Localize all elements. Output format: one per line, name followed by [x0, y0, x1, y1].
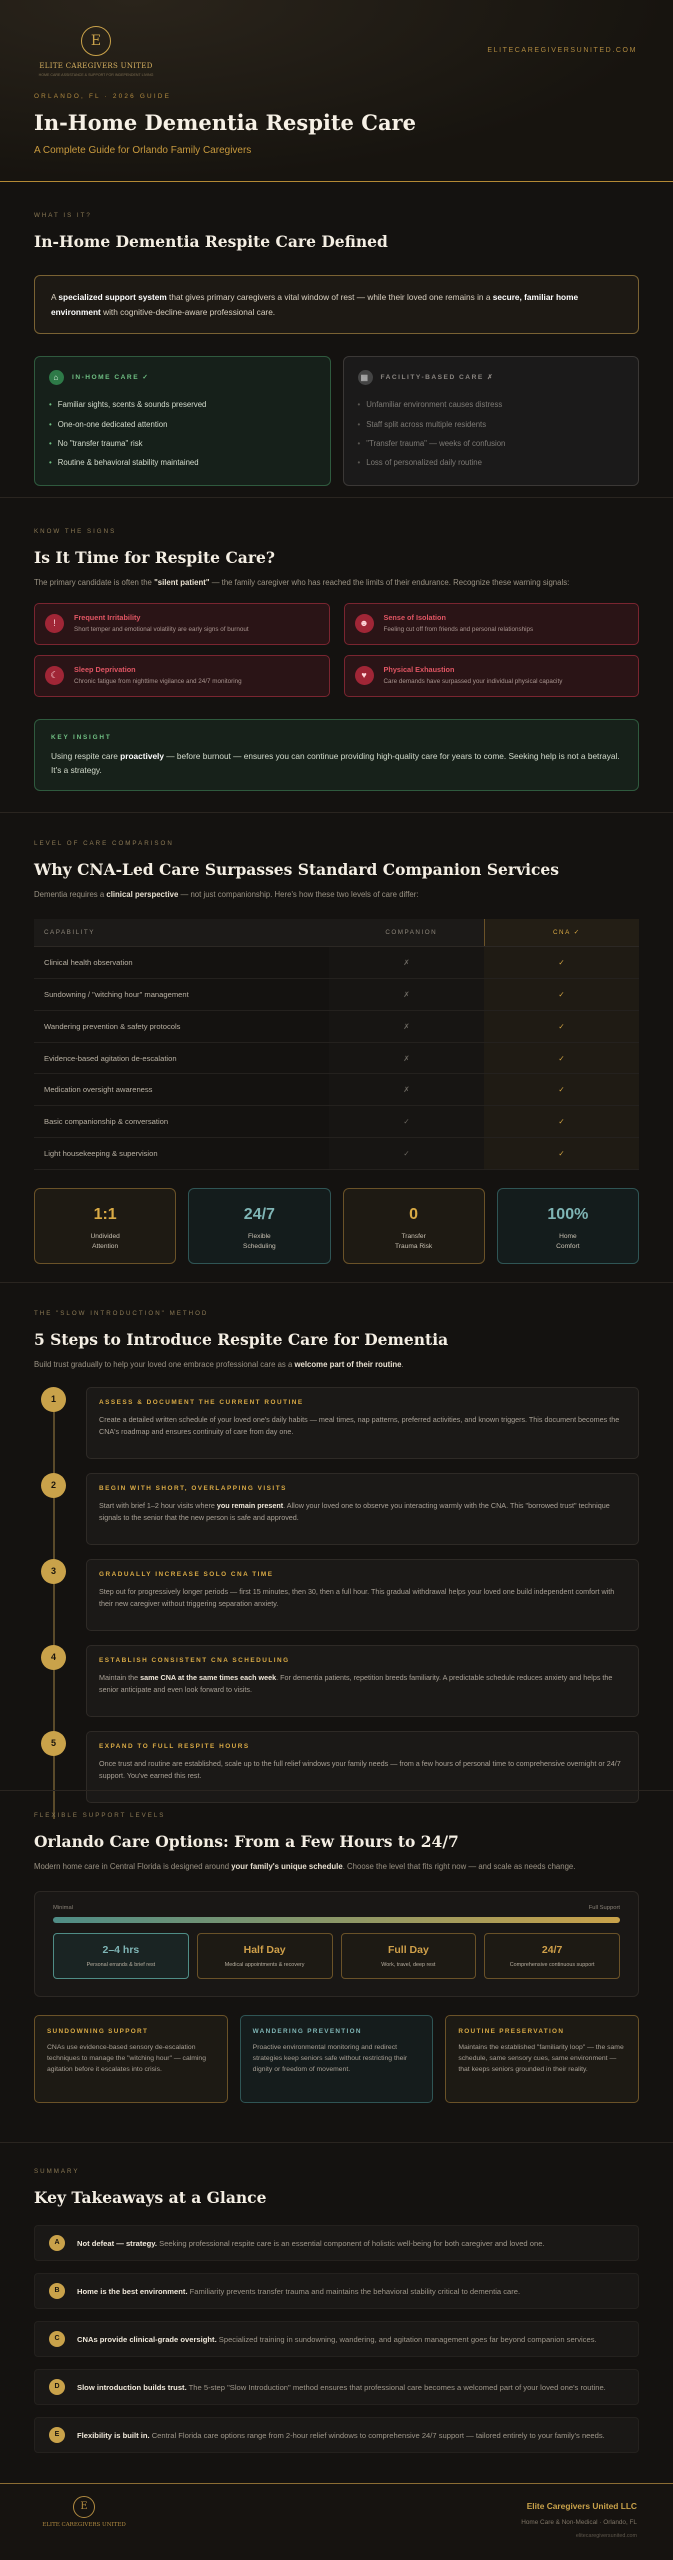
cna-cell: ✓	[484, 1138, 639, 1170]
card-title: FACILITY-BASED CARE ✗	[380, 374, 495, 382]
stat-label	[35, 1232, 175, 1252]
definition-quote	[34, 275, 639, 334]
support-level-option[interactable]	[197, 1933, 333, 1979]
step-desc	[99, 1672, 626, 1696]
sign-title: Physical Exhaustion	[383, 664, 455, 674]
companion-cell: ✓	[329, 1106, 484, 1138]
bullet-icon: •	[357, 439, 361, 449]
stat-label-line: Flexible	[248, 1233, 271, 1241]
warning-icon: ☻	[355, 614, 374, 633]
support-desc: Maintains the established "familiarity loop" — the same schedule, same sensory cues, same environment — that keeps seniors grounded in their reality.	[458, 2044, 624, 2074]
quote-text: with cognitive-decline-aware professional care.	[100, 306, 276, 317]
key-insight-box	[34, 719, 639, 791]
benefit-item	[49, 415, 316, 434]
takeaway-badge: E	[49, 2427, 65, 2443]
drawback-item	[358, 395, 625, 414]
support-title: SUNDOWNING SUPPORT	[47, 2027, 149, 2035]
step-item	[34, 1559, 639, 1631]
step-title: ESTABLISH CONSISTENT CNA SCHEDULING	[99, 1656, 290, 1664]
takeaway-row	[34, 2225, 639, 2261]
item-text: Familiar sights, scents & sounds preserved	[57, 400, 207, 410]
step-text: Create a detailed written schedule of your loved one's daily habits — meal times, nap patterns, preferred activities, and known triggers. This document becomes the CNA's roadmap and ensures continuity of care from day one.	[99, 1415, 620, 1437]
step-text: . Allow your loved one to observe you interacting warmly with the CNA. This "borrowed trust" technique signals to the senior that the new person is safe and approved.	[99, 1501, 610, 1523]
support-desc: CNAs use evidence-based sensory de-escalation techniques to manage the "witching hour" — calming agitation before it escalates into crisis.	[47, 2044, 206, 2074]
table-row	[34, 1042, 639, 1074]
cna-cell: ✓	[484, 1106, 639, 1138]
stat-label	[498, 1232, 638, 1252]
page-title: In-Home Dementia Respite Care	[34, 110, 416, 135]
site-url-link[interactable]: ELITECAREGIVERSUNITED.COM	[487, 47, 637, 54]
step-number-badge: 1	[41, 1387, 66, 1412]
section-title: 5 Steps to Introduce Respite Care for Dementia	[34, 1329, 449, 1349]
support-desc: Proactive environmental monitoring and redirect strategies keep seniors safe without restricting their dignity or freedom of movement.	[252, 2044, 408, 2074]
section-kicker: SUMMARY	[34, 2168, 80, 2175]
quote-text: that gives primary caregivers a vital window of rest — while their loved one remains in a	[166, 292, 493, 303]
insight-bold: proactively	[120, 751, 164, 762]
warning-icon: ♥	[355, 666, 374, 685]
sign-title: Frequent Irritability	[74, 612, 141, 622]
stat-label-line: Transfer	[401, 1233, 426, 1241]
section-kicker: LEVEL OF CARE COMPARISON	[34, 840, 174, 847]
takeaway-desc: Familiarity prevents transfer trauma and maintains the behavioral stability critical to dementia care.	[187, 2286, 521, 2296]
support-level-option[interactable]	[53, 1933, 189, 1979]
option-label: Comprehensive continuous support	[509, 1962, 595, 1969]
insight-part: — before burnout — ensures you can continue providing high-quality care for years to come. Seeking help is not a betrayal. It's a strategy.	[51, 751, 620, 776]
stat-label	[344, 1232, 484, 1252]
stat-card	[188, 1188, 330, 1264]
sign-desc: Feeling cut off from friends and personal relationships	[383, 626, 534, 634]
hero-header	[0, 0, 673, 182]
care-comparison	[34, 356, 639, 486]
takeaway-title: CNAs provide clinical-grade oversight.	[77, 2334, 217, 2344]
stat-card	[34, 1188, 176, 1264]
capability-cell: Clinical health observation	[34, 947, 329, 979]
item-text: Loss of personalized daily routine	[366, 458, 482, 468]
home-icon: ⌂	[49, 370, 64, 385]
section-kicker: FLEXIBLE SUPPORT LEVELS	[34, 1812, 166, 1819]
slider-max-label: Full Support	[588, 1904, 620, 1911]
option-value: 2–4 hrs	[102, 1944, 140, 1957]
stat-value: 100%	[547, 1205, 589, 1223]
stat-label-line: Scheduling	[243, 1242, 276, 1250]
subtitle-text: .	[401, 1360, 404, 1370]
step-title: BEGIN WITH SHORT, OVERLAPPING VISITS	[99, 1484, 287, 1492]
takeaway-desc: Central Florida care options range from 2-hour relief windows to comprehensive 24/7 support — tailored entirely to your family's needs.	[149, 2430, 605, 2440]
item-text: One-on-one dedicated attention	[57, 419, 168, 429]
support-level-options	[53, 1933, 620, 1979]
footer-company: Elite Caregivers United LLC	[526, 2501, 637, 2511]
bullet-icon: •	[49, 400, 52, 410]
option-label: Personal errands & brief rest	[86, 1962, 156, 1969]
step-item	[34, 1645, 639, 1717]
table-row	[34, 979, 639, 1011]
stats-row	[34, 1188, 639, 1264]
companion-cell: ✗	[329, 1074, 484, 1106]
subtitle-bold: "silent patient"	[154, 578, 210, 588]
card-title: IN-HOME CARE ✓	[72, 374, 150, 382]
bullet-icon: •	[49, 439, 52, 449]
cna-cell: ✓	[484, 947, 639, 979]
bullet-icon: •	[357, 400, 361, 410]
benefit-item	[49, 395, 316, 414]
bullet-icon: •	[357, 419, 361, 429]
bullet-icon: •	[49, 419, 52, 429]
stat-label-line: Undivided	[90, 1233, 120, 1241]
table-row	[34, 1106, 639, 1138]
warning-sign-card	[344, 603, 640, 645]
table-row	[34, 1138, 639, 1170]
steps-timeline	[34, 1387, 639, 1803]
section-summary	[0, 2168, 673, 2465]
companion-cell: ✗	[329, 979, 484, 1011]
section-comparison	[0, 840, 673, 1264]
takeaway-title: Home is the best environment.	[77, 2286, 188, 2296]
warning-icon: ☾	[45, 666, 64, 685]
stat-label-line: Comfort	[556, 1242, 580, 1250]
takeaway-title: Slow introduction builds trust.	[77, 2382, 187, 2392]
takeaway-title: Not defeat — strategy.	[77, 2238, 158, 2248]
cna-cell: ✓	[484, 1074, 639, 1106]
section-title: Is It Time for Respite Care?	[34, 547, 275, 567]
footer-desc: Home Care & Non-Medical · Orlando, FL	[521, 2519, 637, 2527]
slider-track	[53, 1917, 620, 1923]
stat-label-line: Home	[559, 1233, 577, 1241]
item-text: No "transfer trauma" risk	[57, 439, 143, 449]
step-text: Step out for progressively longer periods — first 15 minutes, then 30, then a full hour. This gradual withdrawal helps your loved one build independent comfort with their new caregiver without triggering separation anxiety.	[99, 1587, 615, 1609]
companion-cell: ✓	[329, 1138, 484, 1170]
cna-cell: ✓	[484, 1010, 639, 1042]
subtitle-text: — not just companionship. Here's how these two levels of care differ:	[178, 890, 419, 900]
subtitle-text: . Choose the level that fits right now — and scale as needs change.	[342, 1862, 576, 1872]
takeaway-badge: A	[49, 2235, 65, 2251]
option-value: Full Day	[387, 1944, 429, 1957]
step-desc	[99, 1500, 626, 1524]
step-text: Start with brief 1–2 hour visits where	[99, 1501, 217, 1511]
quote-text: A	[51, 292, 59, 303]
building-icon: ▦	[358, 370, 373, 385]
companion-cell: ✗	[329, 1010, 484, 1042]
table-row	[34, 947, 639, 979]
step-card	[86, 1387, 639, 1459]
col-cna: CNA ✓	[484, 919, 639, 947]
sign-desc: Chronic fatigue from nighttime vigilance and 24/7 monitoring	[74, 678, 242, 686]
takeaway-desc: Specialized training in sundowning, wandering, and agitation management goes far beyond companion services.	[216, 2334, 597, 2344]
section-title: Key Takeaways at a Glance	[34, 2187, 267, 2207]
step-card	[86, 1473, 639, 1545]
support-cards	[34, 2015, 639, 2103]
item-text: Unfamiliar environment causes distress	[366, 400, 503, 410]
stat-value: 1:1	[93, 1205, 117, 1223]
page-subtitle: A Complete Guide for Orlando Family Caregivers	[34, 145, 252, 156]
step-title: ASSESS & DOCUMENT THE CURRENT ROUTINE	[99, 1398, 304, 1406]
stat-card	[497, 1188, 639, 1264]
drawback-item	[358, 434, 625, 453]
section-kicker: KNOW THE SIGNS	[34, 528, 117, 535]
support-level-option[interactable]	[484, 1933, 620, 1979]
drawback-item	[358, 453, 625, 472]
option-label: Medical appointments & recovery	[224, 1962, 305, 1969]
takeaways-list	[34, 2225, 639, 2453]
section-defined	[0, 212, 673, 486]
step-bold: you remain present	[216, 1501, 284, 1511]
facility-care-card	[343, 356, 640, 486]
support-title: ROUTINE PRESERVATION	[458, 2027, 565, 2035]
benefit-item	[49, 453, 316, 472]
support-title: WANDERING PREVENTION	[252, 2027, 362, 2035]
logo-name: ELITE CAREGIVERS UNITED	[39, 62, 153, 70]
step-text: Maintain the	[99, 1673, 141, 1683]
item-text: "Transfer trauma" — weeks of confusion	[366, 439, 506, 449]
takeaway-badge: C	[49, 2331, 65, 2347]
in-home-care-card	[34, 356, 331, 486]
takeaway-row	[34, 2417, 639, 2453]
table-row	[34, 1010, 639, 1042]
stat-label	[189, 1232, 329, 1252]
warning-sign-card	[344, 655, 640, 697]
capability-cell: Evidence-based agitation de-escalation	[34, 1042, 329, 1074]
hero-kicker: ORLANDO, FL · 2026 GUIDE	[34, 93, 172, 100]
option-value: Half Day	[243, 1944, 286, 1957]
warning-sign-card	[34, 603, 330, 645]
step-text: Once trust and routine are established, scale up to the full relief windows your family needs — from a few hours of personal time to comprehensive overnight or 24/7 support. You've earned this rest.	[99, 1759, 621, 1781]
takeaway-text	[77, 2334, 597, 2345]
section-title: Orlando Care Options: From a Few Hours to 24/7	[34, 1831, 459, 1851]
takeaway-row	[34, 2321, 639, 2357]
section-options	[0, 1812, 673, 2103]
cna-cell: ✓	[484, 979, 639, 1011]
takeaway-text	[77, 2430, 605, 2441]
step-bold: same CNA at the same times each week	[140, 1673, 277, 1683]
warning-sign-card	[34, 655, 330, 697]
bullet-icon: •	[357, 458, 361, 468]
col-capability: CAPABILITY	[34, 919, 329, 947]
item-text: Routine & behavioral stability maintained	[57, 458, 199, 468]
step-title: GRADUALLY INCREASE SOLO CNA TIME	[99, 1570, 274, 1578]
brand-logo[interactable]	[36, 26, 156, 78]
insight-kicker: KEY INSIGHT	[51, 733, 112, 741]
step-number-badge: 4	[41, 1645, 66, 1670]
subtitle-bold: your family's unique schedule	[231, 1862, 343, 1872]
subtitle-text: Modern home care in Central Florida is designed around	[34, 1862, 232, 1872]
warning-signs-grid	[34, 603, 639, 697]
capability-cell: Medication oversight awareness	[34, 1074, 329, 1106]
section-signs	[0, 528, 673, 791]
quote-bold: specialized support system	[58, 292, 167, 303]
insight-part: Using respite care	[51, 751, 121, 762]
subtitle-text: The primary candidate is often the	[34, 578, 155, 588]
subtitle-text: — the family caregiver who has reached the limits of their endurance. Recognize these warning signals:	[209, 578, 570, 588]
section-subtitle	[34, 1861, 639, 1872]
footer-url-link[interactable]: elitecaregiversunited.com	[575, 2533, 637, 2540]
support-card	[445, 2015, 639, 2103]
step-number-badge: 3	[41, 1559, 66, 1584]
quote-bold: secure, familiar home environment	[51, 292, 579, 317]
stat-label-line: Trauma Risk	[395, 1242, 433, 1250]
capability-cell: Basic companionship & conversation	[34, 1106, 329, 1138]
capability-cell: Wandering prevention & safety protocols	[34, 1010, 329, 1042]
sign-desc: Short temper and emotional volatility are early signs of burnout	[74, 626, 249, 634]
logo-tagline: HOME CARE ASSISTANCE & SUPPORT FOR INDEPENDENT LIVING	[38, 73, 154, 78]
section-subtitle	[34, 577, 639, 588]
section-subtitle	[34, 1359, 639, 1370]
capability-cell: Sundowning / "witching hour" management	[34, 979, 329, 1011]
section-kicker: WHAT IS IT?	[34, 212, 92, 219]
section-title: In-Home Dementia Respite Care Defined	[34, 231, 388, 251]
benefit-item	[49, 434, 316, 453]
stat-card	[343, 1188, 485, 1264]
takeaway-row	[34, 2369, 639, 2405]
logo-mark-icon: E	[73, 2496, 95, 2518]
step-card	[86, 1731, 639, 1803]
sign-desc: Care demands have surpassed your individual physical capacity	[383, 678, 563, 686]
takeaway-desc: Seeking professional respite care is an essential component of holistic well-being for both caregiver and loved one.	[157, 2238, 545, 2248]
section-kicker: THE "SLOW INTRODUCTION" METHOD	[34, 1310, 209, 1317]
takeaway-text	[77, 2286, 520, 2297]
sign-title: Sense of Isolation	[383, 612, 446, 622]
section-steps	[0, 1310, 673, 1817]
col-companion: COMPANION	[329, 919, 484, 947]
item-text: Staff split across multiple residents	[366, 419, 487, 429]
step-desc	[99, 1586, 626, 1610]
capability-cell: Light housekeeping & supervision	[34, 1138, 329, 1170]
companion-cell: ✗	[329, 947, 484, 979]
support-level-option[interactable]	[341, 1933, 477, 1979]
care-comparison-table	[34, 919, 639, 1170]
support-card	[34, 2015, 228, 2103]
footer-logo-name: ELITE CAREGIVERS UNITED	[42, 2522, 126, 2528]
facility-drawbacks-list	[358, 395, 625, 472]
companion-cell: ✗	[329, 1042, 484, 1074]
takeaway-title: Flexibility is built in.	[77, 2430, 150, 2440]
step-text: . For dementia patients, repetition breeds familiarity. A predictable schedule reduces anxiety and helps the senior anticipate and even look forward to visits.	[99, 1673, 613, 1695]
footer-logo[interactable]	[36, 2496, 132, 2530]
warning-icon: !	[45, 614, 64, 633]
stat-label-line: Attention	[92, 1242, 119, 1250]
in-home-benefits-list	[49, 395, 316, 472]
subtitle-bold: clinical perspective	[106, 890, 179, 900]
step-desc	[99, 1414, 626, 1438]
slider-min-label: Minimal	[53, 1904, 73, 1911]
table-row	[34, 1074, 639, 1106]
footer	[0, 2483, 673, 2560]
step-card	[86, 1645, 639, 1717]
step-item	[34, 1473, 639, 1545]
step-title: EXPAND TO FULL RESPITE HOURS	[99, 1742, 250, 1750]
bullet-icon: •	[49, 458, 52, 468]
takeaway-text	[77, 2238, 545, 2249]
stat-value: 24/7	[243, 1205, 275, 1223]
step-desc	[99, 1758, 626, 1782]
takeaway-row	[34, 2273, 639, 2309]
takeaway-badge: B	[49, 2283, 65, 2299]
takeaway-badge: D	[49, 2379, 65, 2395]
subtitle-bold: welcome part of their routine	[294, 1360, 402, 1370]
step-card	[86, 1559, 639, 1631]
support-card	[240, 2015, 434, 2103]
insight-text	[51, 749, 622, 777]
support-level-slider	[34, 1891, 639, 1997]
takeaway-text	[77, 2382, 606, 2393]
section-subtitle	[34, 889, 639, 900]
stat-value: 0	[409, 1205, 419, 1223]
section-title: Why CNA-Led Care Surpasses Standard Companion Services	[34, 859, 559, 879]
step-number-badge: 5	[41, 1731, 66, 1756]
drawback-item	[358, 415, 625, 434]
step-number-badge: 2	[41, 1473, 66, 1498]
sign-title: Sleep Deprivation	[74, 664, 136, 674]
step-item	[34, 1387, 639, 1459]
takeaway-desc: The 5-step "Slow Introduction" method ensures that professional care becomes a welcomed part of your loved one's routine.	[186, 2382, 606, 2392]
logo-mark-icon: E	[81, 26, 111, 56]
step-item	[34, 1731, 639, 1803]
subtitle-text: Dementia requires a	[34, 890, 107, 900]
cna-cell: ✓	[484, 1042, 639, 1074]
subtitle-text: Build trust gradually to help your loved one embrace professional care as a	[34, 1360, 295, 1370]
option-label: Work, travel, deep rest	[381, 1962, 436, 1969]
option-value: 24/7	[541, 1944, 563, 1957]
